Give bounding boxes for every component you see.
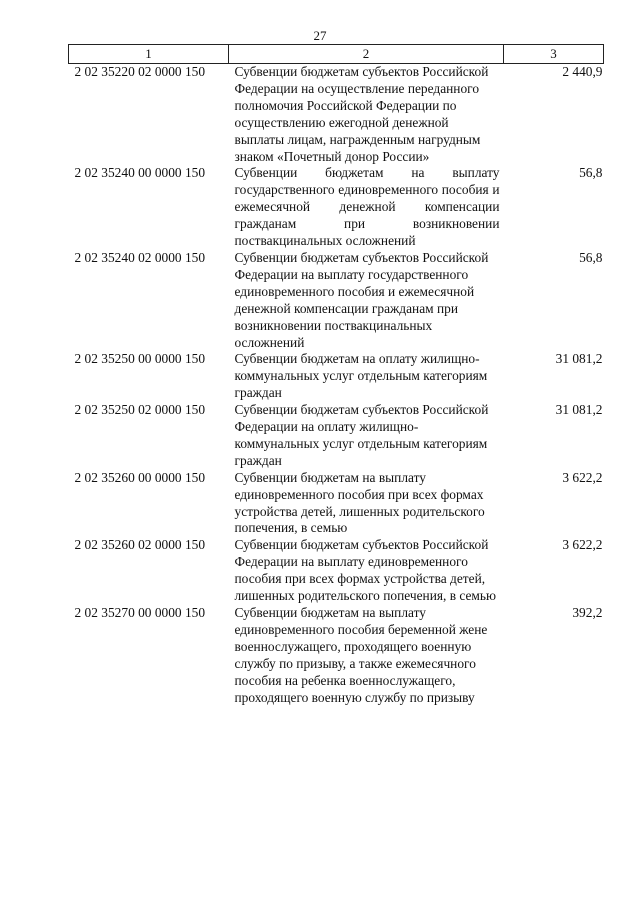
table-row	[69, 537, 604, 605]
page-number: 27	[313, 28, 327, 43]
row-amount: 3 622,2	[562, 537, 603, 553]
table-row	[69, 165, 604, 250]
row-description: Субвенции бюджетам на выплату единовременного пособия при всех формах устройства детей, лишенных родительского попечения, в семью	[234, 469, 485, 536]
row-code: 2 02 35250 00 0000 150	[74, 351, 206, 367]
row-amount: 31 081,2	[555, 402, 603, 418]
row-description: Субвенции бюджетам на выплату единовременного пособия беременной жене военнослужащего, проходящего военную службу по призыву, а также ежемесячного пособия на ребенка военнослужащего, проходящего военную службу по призыву	[234, 605, 488, 705]
row-code: 2 02 35270 00 0000 150	[74, 605, 206, 620]
table-header-row	[69, 45, 604, 64]
row-amount: 31 081,2	[555, 351, 603, 367]
table-row	[69, 402, 604, 470]
row-description: Субвенции бюджетам субъектов Российской Федерации на выплату государственного единовременного пособия и ежемесячной денежной компенсации гражданам при возникновении поствакцинальных осложнений	[234, 249, 489, 350]
column-header-1: 1	[69, 45, 229, 64]
row-code: 2 02 35220 02 0000 150	[74, 64, 206, 79]
row-code: 2 02 35240 02 0000 150	[74, 249, 206, 265]
row-description: Субвенции бюджетам субъектов Российской Федерации на оплату жилищно-коммунальных услуг отдельным категориям граждан	[234, 402, 489, 468]
row-description: Субвенции бюджетам субъектов Российской Федерации на осуществление переданного полномочия Российской Федерации по осуществлению ежегодной денежной выплаты лицам, награжденным нагрудным знаком «Почетный донор России»	[234, 64, 489, 164]
row-code: 2 02 35240 00 0000 150	[74, 165, 206, 181]
row-amount: 392,2	[572, 605, 603, 620]
table-row	[69, 470, 604, 538]
row-description: Субвенции бюджетам на оплату жилищно-коммунальных услуг отдельным категориям граждан	[234, 351, 488, 401]
row-description: Субвенции бюджетам на выплату государственного единовременного пособия и ежемесячной денежной компенсации гражданам при возникновении поствакцинальных осложнений	[234, 165, 500, 249]
column-header-2: 2	[229, 45, 504, 64]
table-row	[69, 605, 604, 706]
row-description: Субвенции бюджетам субъектов Российской Федерации на выплату единовременного пособия при всех формах устройства детей, лишенных родительского попечения, в семью	[234, 537, 497, 604]
table-row	[69, 250, 604, 351]
table-row	[69, 64, 604, 166]
row-amount: 3 622,2	[562, 469, 603, 485]
row-amount: 2 440,9	[562, 64, 603, 79]
column-header-3: 3	[504, 45, 604, 64]
budget-table	[68, 44, 604, 706]
row-amount: 56,8	[579, 249, 603, 265]
row-amount: 56,8	[579, 165, 603, 181]
row-code: 2 02 35260 00 0000 150	[74, 469, 206, 485]
row-code: 2 02 35250 02 0000 150	[74, 402, 206, 418]
table-row	[69, 351, 604, 402]
row-code: 2 02 35260 02 0000 150	[74, 537, 206, 553]
